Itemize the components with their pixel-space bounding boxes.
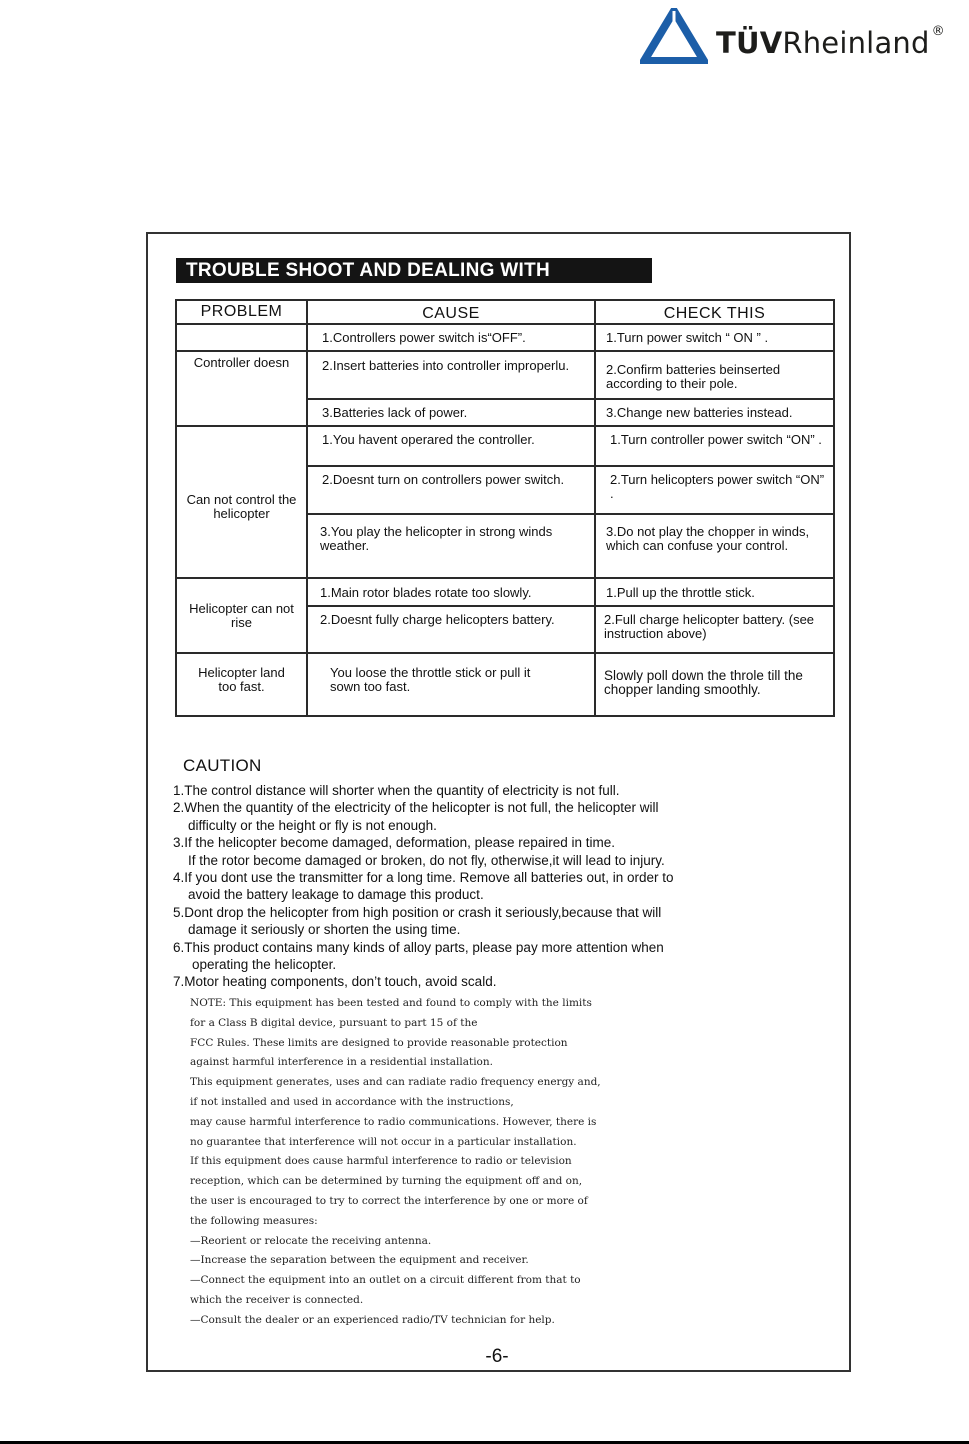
problem-cell-blank [176,324,307,351]
check-cell: 1.Turn controller power switch “ON” . [595,426,834,466]
caution-item: 1.The control distance will shorter when the quantity of electricity is not full. [173,783,620,798]
check-cell: Slowly poll down the throle till the chopper landing smoothly. [595,653,834,716]
tuv-triangle-icon [640,8,708,64]
fcc-line: if not installed and used in accordance with the instructions, [190,1095,514,1108]
fcc-line: reception, which can be determined by turning the equipment off and on, [190,1175,583,1188]
fcc-line: —Consult the dealer or an experienced radio/TV technician for help. [190,1313,555,1326]
fcc-line: —Increase the separation between the equipment and receiver. [190,1254,529,1267]
fcc-line: the user is encouraged to try to correct the interference by one or more of [190,1194,588,1207]
header-problem: PROBLEM [176,300,307,324]
fcc-line: —Connect the equipment into an outlet on a circuit different from that to [190,1274,581,1287]
caution-item: 2.When the quantity of the electricity of the helicopter is not full, the helicopter will [173,800,659,816]
problem-cell: Helicopter land too fast. [176,653,307,716]
cause-cell: You loose the throttle stick or pull it sown too fast. [307,653,595,716]
fcc-line: for a Class B digital device, pursuant to part 15 of the [190,1016,478,1029]
table-row [176,324,834,351]
cause-cell: 1.You havent operared the controller. [307,426,595,466]
fcc-line: the following measures: [190,1214,318,1227]
check-cell: 1.Turn power switch “ ON ” . [595,324,834,351]
problem-cell: Helicopter can not rise [176,578,307,653]
caution-item: 3.If the helicopter become damaged, deformation, please repaired in time. [173,835,616,851]
caution-item: 4.If you dont use the transmitter for a long time. Remove all batteries out, in order to [173,870,674,886]
cause-cell: 2.Doesnt turn on controllers power switch. [307,466,595,514]
fcc-note [190,994,660,1331]
fcc-line: against harmful interference in a residential installation. [190,1056,493,1069]
caution-title: CAUTION [183,756,262,775]
tuv-rheinland-logo [640,8,960,68]
check-cell: 2.Full charge helicopter battery. (see instruction above) [595,606,834,653]
cause-cell: 2.Doesnt fully charge helicopters battery. [307,606,595,653]
problem-cell: Controller doesn [176,351,307,426]
check-cell: 2.Confirm batteries beinserted according to their pole. [595,351,834,399]
header-cause: CAUSE [307,300,595,324]
cause-cell: 3.You play the helicopter in strong winds weather. [307,514,595,578]
table-row [176,426,834,466]
page-number: -6- [485,1346,509,1367]
troubleshoot-table [175,299,835,717]
caution-list [173,782,813,991]
fcc-line: This equipment generates, uses and can radiate radio frequency energy and, [190,1076,601,1089]
logo-wordmark: TÜVRheinland ® [716,24,945,60]
table-row [176,351,834,399]
cause-cell: 1.Main rotor blades rotate too slowly. [307,578,595,606]
caution-item: If the rotor become damaged or broken, do not fly, otherwise,it will lead to injury. [188,852,665,868]
check-cell: 1.Pull up the throttle stick. [595,578,834,606]
cause-cell: 1.Controllers power switch is“OFF”. [307,324,595,351]
section-title: TROUBLE SHOOT AND DEALING WITH [176,258,652,283]
cause-cell: 2.Insert batteries into controller improperlu. [307,351,595,399]
check-cell: 2.Turn helicopters power switch “ON” . [595,466,834,514]
fcc-line: FCC Rules. These limits are designed to provide reasonable protection [190,1036,568,1049]
caution-item: damage it seriously or shorten the using time. [188,922,461,938]
check-cell: 3.Change new batteries instead. [595,399,834,426]
caution-item: 5.Dont drop the helicopter from high position or crash it seriously,because that will [173,904,662,920]
fcc-line: NOTE: This equipment has been tested and found to comply with the limits [190,997,592,1009]
table-row [176,578,834,606]
fcc-line: which the receiver is connected. [190,1293,364,1306]
caution-item: operating the helicopter. [192,957,337,973]
fcc-line: may cause harmful interference to radio communications. However, there is [190,1115,597,1128]
caution-item: 6.This product contains many kinds of alloy parts, please pay more attention when [173,939,664,955]
table-header-row [176,300,834,324]
header-check: CHECK THIS [595,300,834,324]
problem-cell: Can not control the helicopter [176,426,307,578]
table-row [176,653,834,716]
caution-item: difficulty or the height or fly is not enough. [188,817,437,833]
caution-item: 7.Motor heating components, don’t touch, avoid scald. [173,974,497,990]
caution-item: avoid the battery leakage to damage this product. [188,887,484,903]
fcc-line: —Reorient or relocate the receiving antenna. [190,1234,432,1247]
cause-cell: 3.Batteries lack of power. [307,399,595,426]
fcc-line: no guarantee that interference will not occur in a particular installation. [190,1135,577,1148]
check-cell: 3.Do not play the chopper in winds, which can confuse your control. [595,514,834,578]
fcc-line: If this equipment does cause harmful interference to radio or television [190,1155,572,1168]
